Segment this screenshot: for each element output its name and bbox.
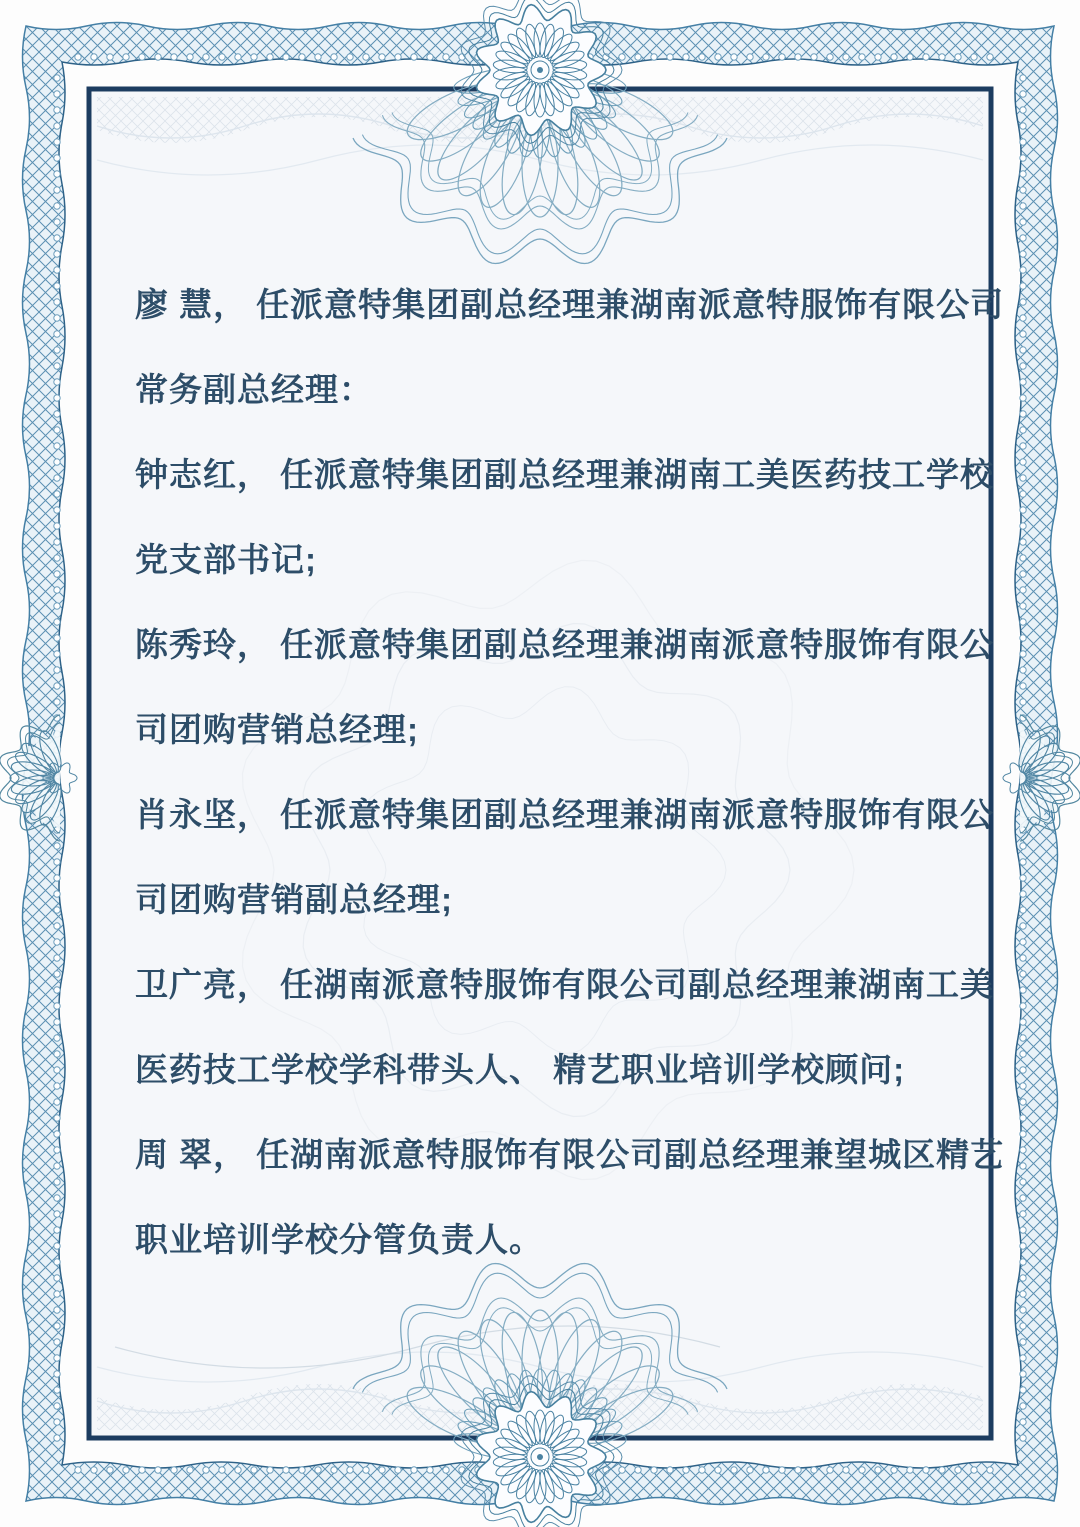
comma: ，: [237, 456, 271, 493]
appointment-line: [135, 942, 994, 1027]
appointment-line: [135, 432, 994, 517]
appointment-line: [135, 1027, 970, 1112]
appointment-text: 常务副总经理：: [135, 371, 373, 408]
appointment-text: 司团购营销副总经理;: [135, 881, 453, 918]
appointment-text: 职业培训学校分管负责人。: [135, 1221, 543, 1258]
person-name: 卫广亮: [135, 966, 237, 1003]
appointment-line: [135, 262, 1005, 347]
appointment-text: 任湖南派意特服饰有限公司副总经理兼湖南工美: [280, 966, 994, 1003]
appointment-line: [135, 517, 970, 602]
person-name: 廖 慧: [135, 286, 214, 323]
appointment-text: 任派意特集团副总经理兼湖南派意特服饰有限公: [280, 626, 994, 663]
person-name: 陈秀玲: [135, 626, 237, 663]
appointment-line: [135, 687, 970, 772]
appointment-text: 医药技工学校学科带头人、 精艺职业培训学校顾问;: [135, 1051, 906, 1088]
appointment-line: [135, 857, 970, 942]
appointment-text: 任湖南派意特服饰有限公司副总经理兼望城区精艺: [256, 1136, 1005, 1173]
appointment-line: [135, 602, 994, 687]
appointment-list: [135, 262, 1005, 1282]
comma: ，: [237, 626, 271, 663]
appointment-text: 任派意特集团副总经理兼湖南派意特服饰有限公司: [256, 286, 1005, 323]
appointment-line: [135, 347, 970, 432]
appointment-line: [135, 1197, 970, 1282]
appointment-text: 任派意特集团副总经理兼湖南派意特服饰有限公: [280, 796, 994, 833]
comma: ，: [237, 796, 271, 833]
appointment-text: 司团购营销总经理;: [135, 711, 419, 748]
appointment-text: 党支部书记;: [135, 541, 317, 578]
person-name: 钟志红: [135, 456, 237, 493]
appointment-line: [135, 772, 994, 857]
comma: ，: [237, 966, 271, 1003]
appointment-line: [135, 1112, 1005, 1197]
appointment-text: 任派意特集团副总经理兼湖南工美医药技工学校: [280, 456, 994, 493]
comma: ，: [213, 1136, 248, 1173]
comma: ，: [213, 286, 248, 323]
person-name: 周 翠: [135, 1136, 214, 1173]
person-name: 肖永坚: [135, 796, 237, 833]
